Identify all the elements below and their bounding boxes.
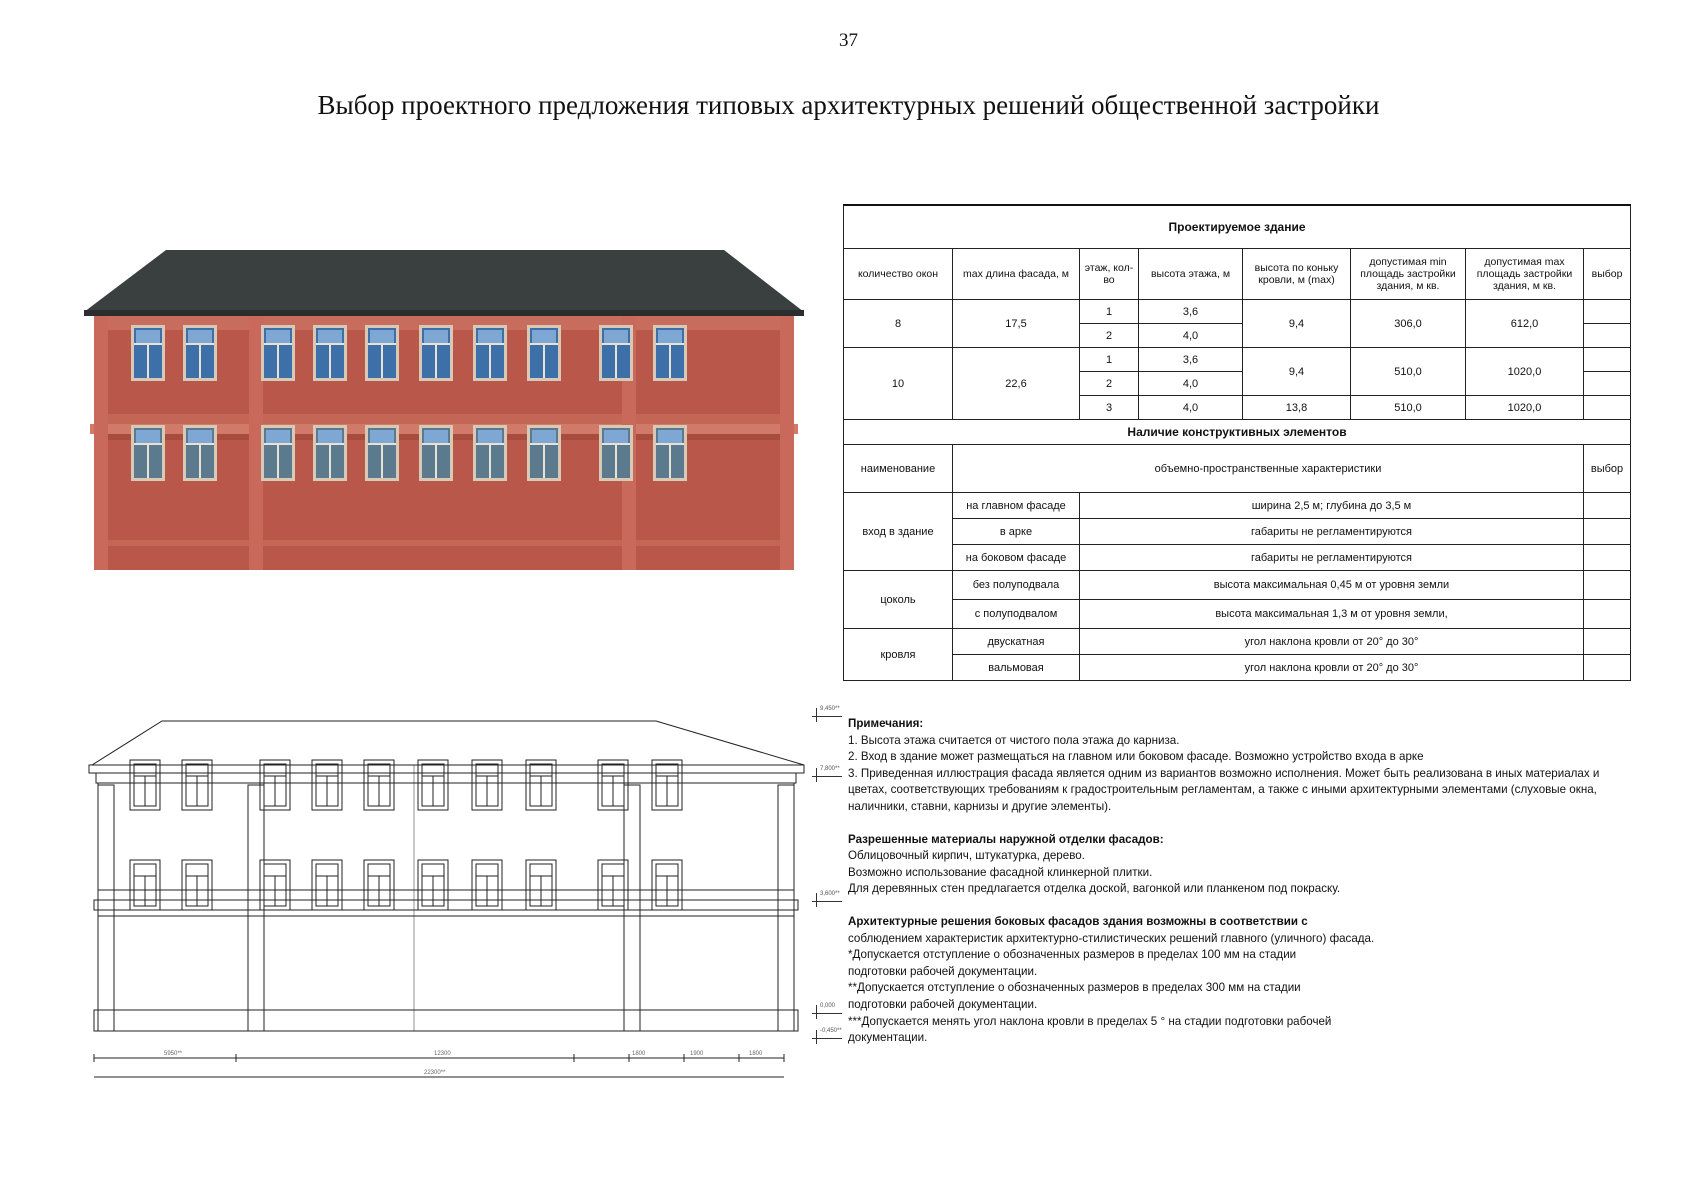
entrance-side-value: габариты не регламентируются bbox=[1080, 545, 1584, 571]
notes-heading: Примечания: bbox=[848, 717, 924, 730]
v2-floor-1: 1 bbox=[1080, 348, 1139, 372]
table-heading: Проектируемое здание bbox=[844, 205, 1631, 249]
window bbox=[419, 325, 453, 381]
choice-cell[interactable] bbox=[1584, 493, 1631, 519]
col-characteristics: объемно-пространственные характеристики bbox=[953, 445, 1584, 493]
v2-floor-3: 3 bbox=[1080, 396, 1139, 420]
page-number: 37 bbox=[839, 30, 858, 51]
entrance-arch: в арке bbox=[953, 519, 1080, 545]
window bbox=[418, 860, 448, 910]
window bbox=[526, 860, 556, 910]
v2-ridge-a: 9,4 bbox=[1243, 348, 1351, 396]
col-floors: этаж, кол-во bbox=[1080, 249, 1139, 300]
col-ridge-height: высота по коньку кровли, м (max) bbox=[1243, 249, 1351, 300]
material-2: Возможно использование фасадной клинкерной плитки. bbox=[848, 865, 1153, 879]
choice-cell[interactable] bbox=[1584, 545, 1631, 571]
v2-min-area-b: 510,0 bbox=[1351, 396, 1466, 420]
facade-color-illustration bbox=[84, 250, 804, 575]
material-3: Для деревянных стен предлагается отделка доской, вагонкой или планкеном под покраску. bbox=[848, 882, 1341, 896]
v1-floor-1: 1 bbox=[1080, 300, 1139, 324]
window bbox=[183, 425, 217, 481]
plinth-basement: с полуподвалом bbox=[953, 600, 1080, 629]
roof bbox=[84, 250, 804, 312]
window bbox=[473, 425, 507, 481]
v2-max-area-b: 1020,0 bbox=[1466, 396, 1584, 420]
plinth-basement-value: высота максимальная 1,3 м от уровня земли, bbox=[1080, 600, 1584, 629]
window bbox=[419, 425, 453, 481]
window bbox=[130, 860, 160, 910]
col-min-area: допустимая min площадь застройки здания, м кв. bbox=[1351, 249, 1466, 300]
window bbox=[599, 425, 633, 481]
v2-windows: 10 bbox=[844, 348, 953, 420]
tolerance-1: *Допускается отступление о обозначенных размеров в пределах 100 мм на стадии bbox=[848, 948, 1297, 962]
entrance-main-value: ширина 2,5 м; глубина до 3,5 м bbox=[1080, 493, 1584, 519]
col-max-area: допустимая max площадь застройки здания, м кв. bbox=[1466, 249, 1584, 300]
window bbox=[653, 325, 687, 381]
roof-hip-value: угол наклона кровли от 20° до 30° bbox=[1080, 655, 1584, 681]
dim-label: 1800 bbox=[749, 1051, 763, 1057]
choice-cell[interactable] bbox=[1584, 519, 1631, 545]
v2-height-2: 4,0 bbox=[1139, 372, 1243, 396]
window bbox=[312, 860, 342, 910]
window bbox=[182, 760, 212, 810]
choice-cell[interactable] bbox=[1584, 324, 1631, 348]
choice-cell[interactable] bbox=[1584, 655, 1631, 681]
entrance-arch-value: габариты не регламентируются bbox=[1080, 519, 1584, 545]
col-choice: выбор bbox=[1584, 249, 1631, 300]
v1-windows: 8 bbox=[844, 300, 953, 348]
dim-label: 5950** bbox=[164, 1051, 183, 1057]
window bbox=[312, 760, 342, 810]
col-floor-height: высота этажа, м bbox=[1139, 249, 1243, 300]
window bbox=[131, 325, 165, 381]
choice-cell[interactable] bbox=[1584, 300, 1631, 324]
window bbox=[183, 325, 217, 381]
choice-cell[interactable] bbox=[1584, 629, 1631, 655]
v2-ridge-b: 13,8 bbox=[1243, 396, 1351, 420]
roof-label: кровля bbox=[844, 629, 953, 681]
col-name: наименование bbox=[844, 445, 953, 493]
note-3: 3. Приведенная иллюстрация фасада является одним из вариантов возможно исполнения. Может быть реализована в иных материалах и цветах, соответствующих требованиям к градостроительным регламентам, а также с иными архитектурными элементами (слуховые окна, наличники, ставни, карнизы и другие элементы). bbox=[848, 766, 1600, 813]
choice-cell[interactable] bbox=[1584, 600, 1631, 629]
window bbox=[527, 425, 561, 481]
dim-total: 22300** bbox=[424, 1070, 446, 1076]
window bbox=[364, 760, 394, 810]
window bbox=[260, 760, 290, 810]
tolerance-1-cont: подготовки рабочей документации. bbox=[848, 964, 1038, 978]
window bbox=[364, 860, 394, 910]
window bbox=[472, 760, 502, 810]
v2-height-1: 3,6 bbox=[1139, 348, 1243, 372]
v1-max-area: 612,0 bbox=[1466, 300, 1584, 348]
plinth-no-basement-value: высота максимальная 0,45 м от уровня земли bbox=[1080, 571, 1584, 600]
roof-hip: вальмовая bbox=[953, 655, 1080, 681]
dim-label: 1800 bbox=[632, 1051, 646, 1057]
dim-label: 1900 bbox=[690, 1051, 704, 1057]
window bbox=[652, 860, 682, 910]
roof-gable-value: угол наклона кровли от 20° до 30° bbox=[1080, 629, 1584, 655]
window bbox=[260, 860, 290, 910]
dim-label: 12300 bbox=[434, 1051, 451, 1057]
window bbox=[652, 760, 682, 810]
entrance-side: на боковом фасаде bbox=[953, 545, 1080, 571]
v2-max-area-a: 1020,0 bbox=[1466, 348, 1584, 396]
col-length: max длина фасада, м bbox=[953, 249, 1080, 300]
materials-heading: Разрешенные материалы наружной отделки фасадов: bbox=[848, 832, 1164, 846]
window bbox=[313, 325, 347, 381]
window bbox=[599, 325, 633, 381]
tolerance-2-cont: подготовки рабочей документации. bbox=[848, 997, 1038, 1011]
window bbox=[653, 425, 687, 481]
notes-block bbox=[848, 716, 1628, 1047]
window bbox=[472, 860, 502, 910]
plinth-label: цоколь bbox=[844, 571, 953, 629]
window bbox=[261, 325, 295, 381]
v1-height-2: 4,0 bbox=[1139, 324, 1243, 348]
v2-floor-2: 2 bbox=[1080, 372, 1139, 396]
choice-cell[interactable] bbox=[1584, 348, 1631, 372]
v1-min-area: 306,0 bbox=[1351, 300, 1466, 348]
window bbox=[261, 425, 295, 481]
window bbox=[365, 425, 399, 481]
v2-height-3: 4,0 bbox=[1139, 396, 1243, 420]
window bbox=[473, 325, 507, 381]
note-1: 1. Высота этажа считается от чистого пола этажа до карниза. bbox=[848, 733, 1180, 747]
col-windows: количество окон bbox=[844, 249, 953, 300]
v2-min-area-a: 510,0 bbox=[1351, 348, 1466, 396]
side-facades-heading: Архитектурные решения боковых фасадов здания возможны в соответствии с bbox=[848, 914, 1308, 928]
window bbox=[182, 860, 212, 910]
entrance-main: на главном фасаде bbox=[953, 493, 1080, 519]
building-spec-table bbox=[843, 204, 1631, 681]
facade-line-drawing bbox=[84, 705, 844, 1085]
choice-cell[interactable] bbox=[1584, 396, 1631, 420]
section2-heading: Наличие конструктивных элементов bbox=[844, 420, 1631, 445]
window bbox=[418, 760, 448, 810]
choice-cell[interactable] bbox=[1584, 571, 1631, 600]
window bbox=[598, 860, 628, 910]
note-2: 2. Вход в здание может размещаться на главном или боковом фасаде. Возможно устройство входа в арке bbox=[848, 750, 1424, 764]
plinth-no-basement: без полуподвала bbox=[953, 571, 1080, 600]
page-title: Выбор проектного предложения типовых архитектурных решений общественной застройки bbox=[317, 90, 1380, 120]
choice-cell[interactable] bbox=[1584, 372, 1631, 396]
col-choice-2: выбор bbox=[1584, 445, 1631, 493]
window bbox=[313, 425, 347, 481]
entrance-label: вход в здание bbox=[844, 493, 953, 571]
window bbox=[598, 760, 628, 810]
window bbox=[526, 760, 556, 810]
tolerance-2: **Допускается отступление о обозначенных размеров в пределах 300 мм на стадии bbox=[848, 981, 1301, 995]
v1-ridge: 9,4 bbox=[1243, 300, 1351, 348]
material-1: Облицовочный кирпич, штукатурка, дерево. bbox=[848, 849, 1085, 863]
tolerance-3: ***Допускается менять угол наклона кровли в пределах 5 ° на стадии подготовки рабочей bbox=[848, 1014, 1332, 1028]
window bbox=[527, 325, 561, 381]
window bbox=[131, 425, 165, 481]
window bbox=[130, 760, 160, 810]
v1-height-1: 3,6 bbox=[1139, 300, 1243, 324]
tolerance-3-cont: документации. bbox=[848, 1031, 928, 1045]
window bbox=[365, 325, 399, 381]
roof-gable: двускатная bbox=[953, 629, 1080, 655]
v2-length: 22,6 bbox=[953, 348, 1080, 420]
side-facades-text: соблюдением характеристик архитектурно-стилистических решений главного (уличного) фасада. bbox=[848, 931, 1375, 945]
v1-floor-2: 2 bbox=[1080, 324, 1139, 348]
v1-length: 17,5 bbox=[953, 300, 1080, 348]
